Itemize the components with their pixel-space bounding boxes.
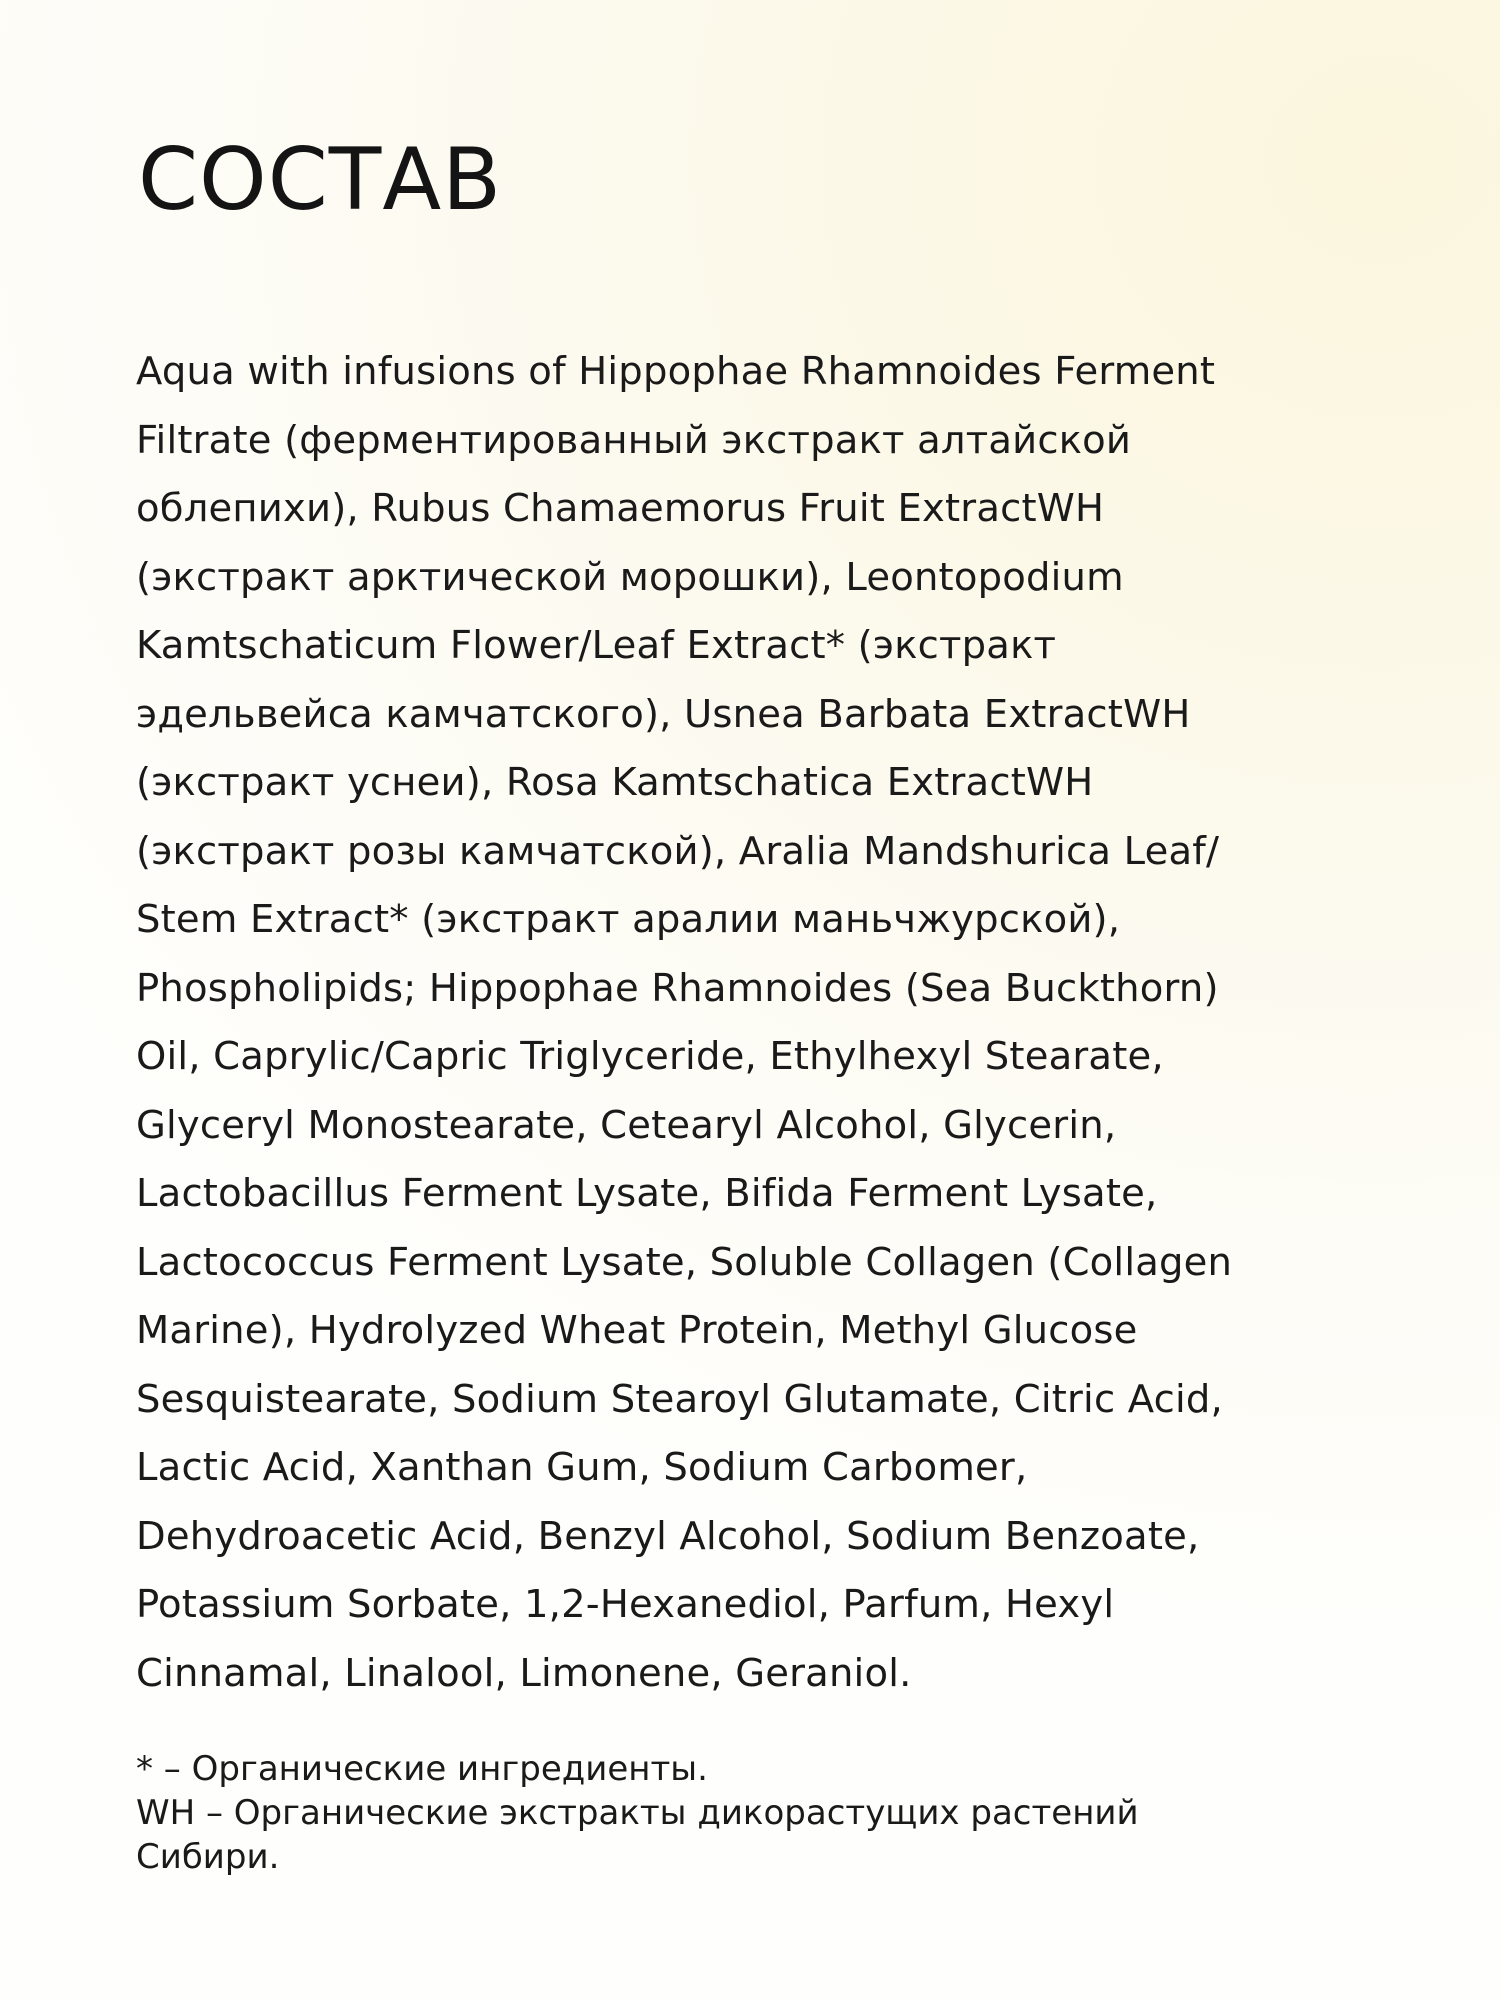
ingredients-line: Lactic Acid, Xanthan Gum, Sodium Carbomer,	[136, 1445, 1028, 1490]
ingredients-line: Oil, Caprylic/Capric Triglyceride, Ethylhexyl Stearate,	[136, 1034, 1164, 1079]
ingredients-line: эдельвейса камчатского), Usnea Barbata ExtractWH	[136, 691, 1191, 737]
ingredients-line: Aqua with infusions of Hippophae Rhamnoides Ferment	[136, 349, 1216, 394]
ingredients-line: Phospholipids; Hippophae Rhamnoides (Sea Buckthorn)	[136, 965, 1219, 1011]
ingredients-line: Potassium Sorbate, 1,2-Hexanediol, Parfum, Hexyl	[136, 1582, 1115, 1627]
ingredients-line: Sesquistearate, Sodium Stearoyl Glutamate, Citric Acid,	[136, 1376, 1223, 1422]
footnote-wild-harvested-continued: Сибири.	[136, 1837, 280, 1877]
ingredients-text	[136, 338, 1396, 1708]
ingredients-line: облепихи), Rubus Chamaemorus Fruit ExtractWH	[136, 486, 1105, 531]
ingredients-line: Stem Extract* (экстракт аралии маньчжурской),	[136, 897, 1121, 942]
ingredients-line: Marine), Hydrolyzed Wheat Protein, Methyl Glucose	[136, 1308, 1138, 1353]
ingredients-line: (экстракт арктической морошки), Leontopodium	[136, 554, 1124, 600]
ingredients-line: (экстракт розы камчатской), Aralia Mandshurica Leaf/	[136, 828, 1220, 874]
footnote-organic: * – Органические ингредиенты.	[136, 1749, 708, 1789]
footnotes	[136, 1747, 1396, 1879]
ingredients-line: Kamtschaticum Flower/Leaf Extract* (экстракт	[136, 623, 1057, 668]
page-title: СОСТАВ	[138, 130, 503, 230]
ingredients-line: Lactococcus Ferment Lysate, Soluble Collagen (Collagen	[136, 1239, 1233, 1285]
footnote-wild-harvested: WH – Органические экстракты дикорастущих растений	[136, 1793, 1139, 1833]
ingredients-line: (экстракт уснеи), Rosa Kamtschatica ExtractWH	[136, 760, 1094, 805]
ingredients-line: Filtrate (ферментированный экстракт алтайской	[136, 417, 1132, 463]
ingredients-line: Cinnamal, Linalool, Limonene, Geraniol.	[136, 1650, 912, 1696]
ingredients-line: Glyceryl Monostearate, Cetearyl Alcohol, Glycerin,	[136, 1102, 1117, 1148]
ingredients-line: Dehydroacetic Acid, Benzyl Alcohol, Sodium Benzoate,	[136, 1513, 1200, 1559]
ingredients-line: Lactobacillus Ferment Lysate, Bifida Ferment Lysate,	[136, 1171, 1158, 1216]
